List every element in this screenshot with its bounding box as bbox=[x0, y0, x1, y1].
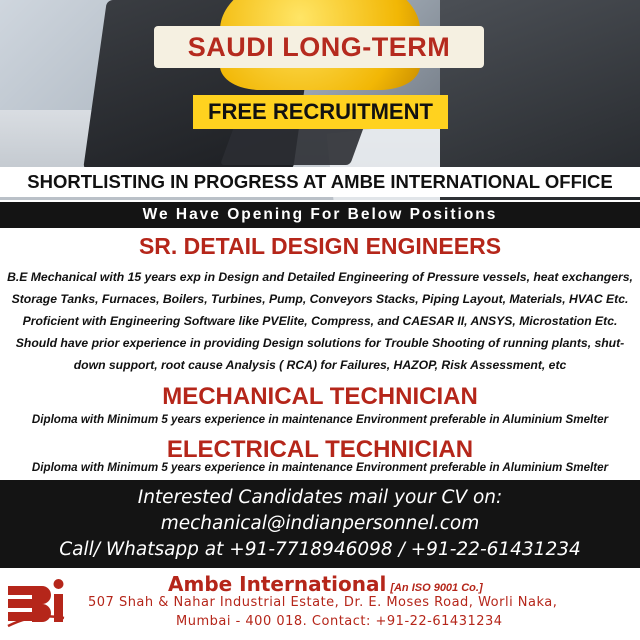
position-title-electrical-technician: ELECTRICAL TECHNICIAN bbox=[166, 436, 474, 463]
shortlisting-text: SHORTLISTING IN PROGRESS AT AMBE INTERNATIONAL OFFICE bbox=[27, 171, 613, 192]
position-title-design-engineers: SR. DETAIL DESIGN ENGINEERS bbox=[138, 233, 502, 259]
position-desc-line: Diploma with Minimum 5 years experience in maintenance Environment preferable in Aluminium Smelter bbox=[31, 413, 609, 426]
contact-instruction: Interested Candidates mail your CV on: bbox=[137, 487, 503, 508]
position-desc-line: Diploma with Minimum 5 years experience in maintenance Environment preferable in Aluminium Smelter bbox=[31, 461, 609, 474]
openings-banner-text: We Have Opening For Below Positions bbox=[142, 206, 498, 223]
headline-title: SAUDI LONG-TERM bbox=[154, 26, 484, 68]
openings-banner bbox=[0, 202, 640, 228]
address-line-2: Mumbai - 400 018. Contact: +91-22-61431234 bbox=[176, 614, 503, 629]
address-line-1: 507 Shah & Nahar Industrial Estate, Dr. E. Moses Road, Worli Naka, bbox=[88, 595, 558, 610]
contact-phone[interactable]: Call/ Whatsapp at +91-7718946098 / +91-22-61431234 bbox=[59, 539, 581, 560]
position-title-mechanical-technician: MECHANICAL TECHNICIAN bbox=[162, 383, 478, 410]
free-recruitment-badge: FREE RECRUITMENT bbox=[193, 95, 448, 129]
shortlisting-bar bbox=[0, 167, 640, 197]
contact-box bbox=[0, 480, 640, 568]
position-desc-line: down support, root cause Analysis ( RCA) for Failures, HAZOP, Risk Assessment, etc bbox=[73, 358, 567, 372]
ambe-logo-icon bbox=[6, 572, 68, 634]
company-name: Ambe International bbox=[168, 572, 387, 596]
iso-badge: [An ISO 9001 Co.] bbox=[390, 582, 483, 594]
position-desc-line: Storage Tanks, Furnaces, Boilers, Turbines, Pump, Conveyors Stacks, Piping Layout, Materials, HVAC Etc. bbox=[11, 292, 629, 306]
contact-email-link[interactable]: mechanical@indianpersonnel.com bbox=[160, 513, 480, 534]
position-desc-line: Proficient with Engineering Software like PVElite, Compress, and CAESAR II, ANSYS, Microstation Etc. bbox=[22, 314, 618, 328]
position-desc-line: Should have prior experience in providing Design solutions for Trouble Shooting of running plants, shut- bbox=[15, 336, 625, 350]
footer bbox=[0, 568, 640, 640]
company-name-block bbox=[168, 572, 483, 596]
position-desc-line: B.E Mechanical with 15 years exp in Design and Detailed Engineering of Pressure vessels, heat exchangers, bbox=[7, 270, 633, 284]
